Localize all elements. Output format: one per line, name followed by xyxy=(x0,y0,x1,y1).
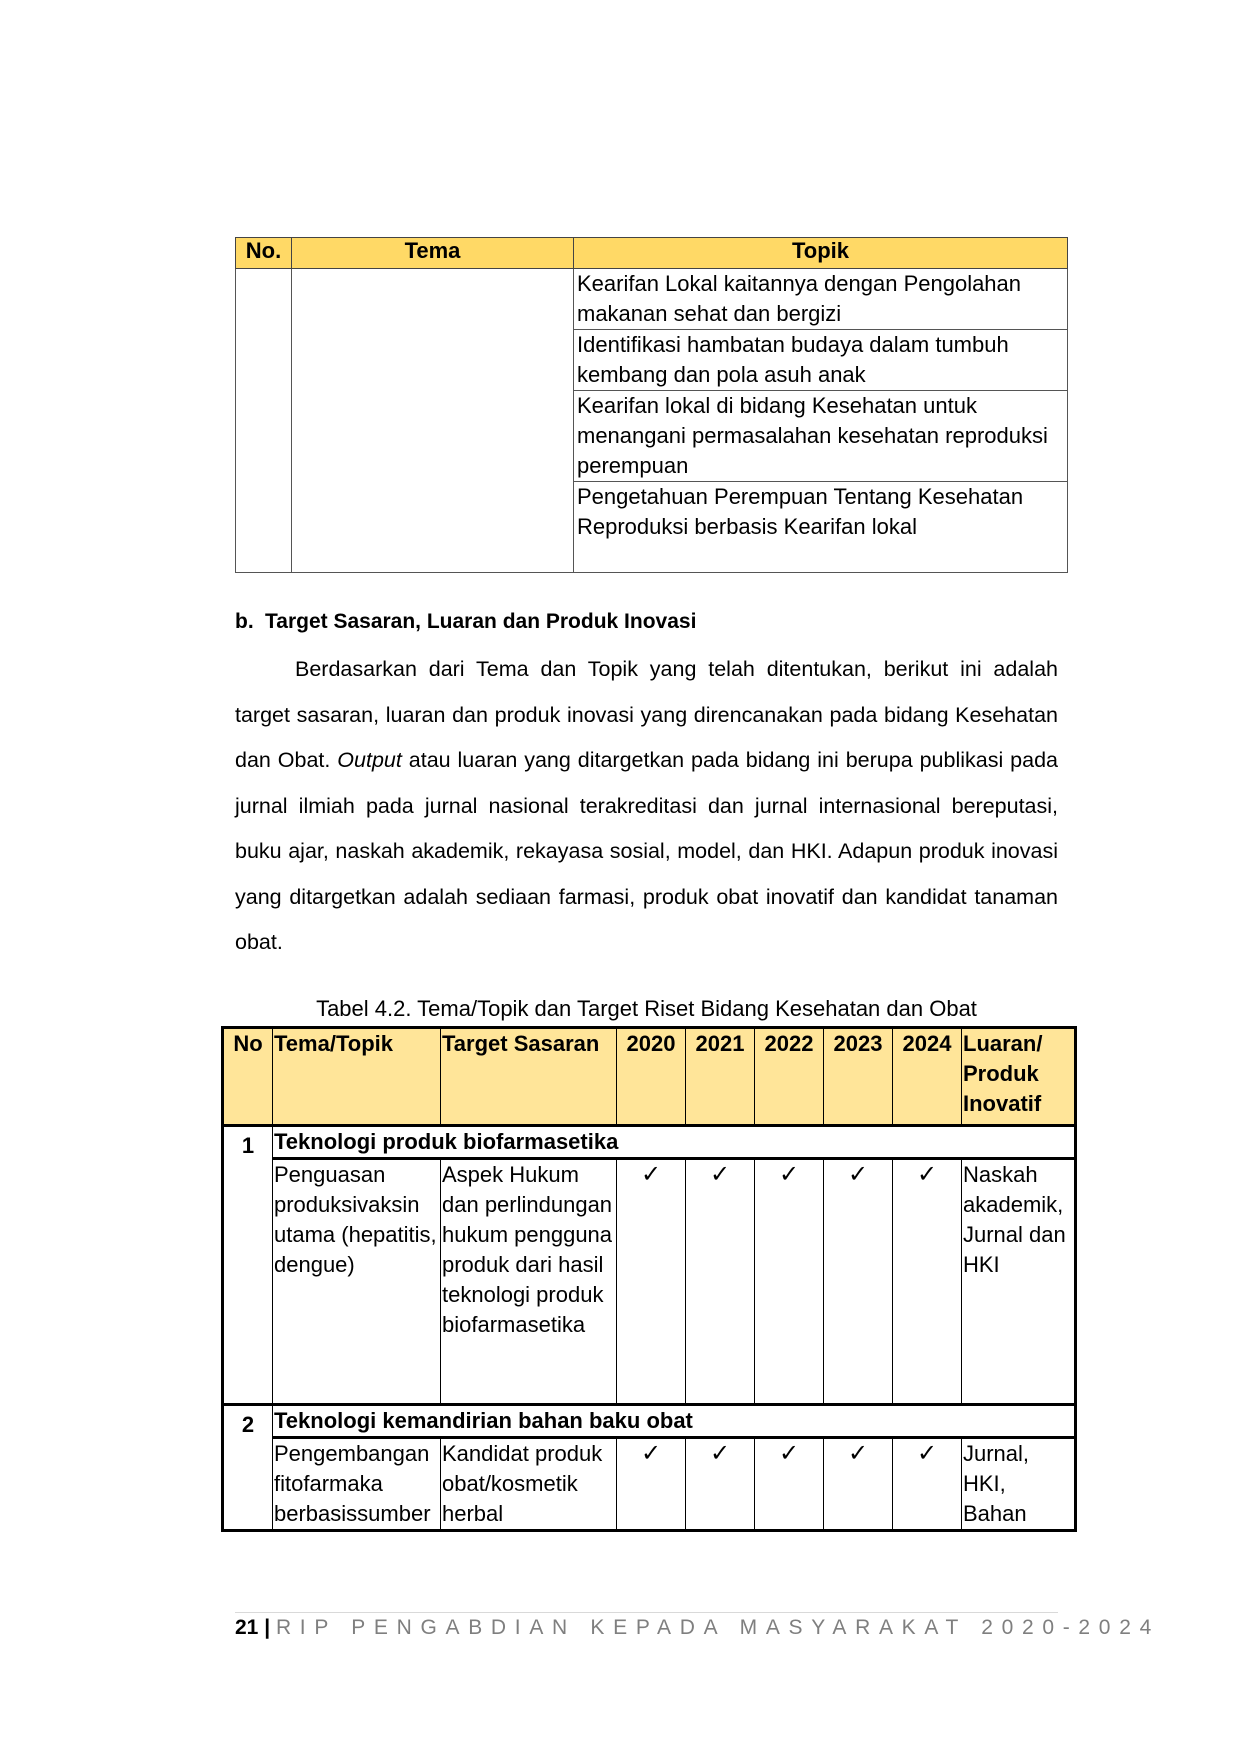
check-2023: ✓ xyxy=(824,1438,893,1531)
check-2021: ✓ xyxy=(686,1159,755,1405)
footer-title: RIP PENGABDIAN KEPADA MASYARAKAT 2020-2024 xyxy=(275,1616,1160,1639)
check-2024: ✓ xyxy=(893,1438,962,1531)
table-row xyxy=(236,269,1068,330)
paragraph-italic-term: Output xyxy=(337,748,402,772)
topic-cell: Kearifan Lokal kaitannya dengan Pengolahan makanan sehat dan bergizi xyxy=(574,269,1068,330)
table-row xyxy=(223,1159,1076,1405)
group-title: Teknologi kemandirian bahan baku obat xyxy=(273,1405,1076,1438)
research-table-header xyxy=(223,1028,1076,1126)
header-tema: Tema xyxy=(292,238,574,269)
group-number: 2 xyxy=(223,1405,273,1531)
check-2023: ✓ xyxy=(824,1159,893,1405)
topic-cell: Pengetahuan Perempuan Tentang Kesehatan Reproduksi berbasis Kearifan lokal xyxy=(574,482,1068,573)
check-2021: ✓ xyxy=(686,1438,755,1531)
check-2020: ✓ xyxy=(617,1438,686,1531)
research-target-table xyxy=(221,1026,1077,1532)
page-number: 21 xyxy=(235,1616,259,1639)
topics-table xyxy=(235,237,1068,573)
check-2022: ✓ xyxy=(755,1438,824,1531)
cell-no xyxy=(236,269,292,573)
target-cell: Aspek Hukum dan perlindungan hukum pengguna produk dari hasil teknologi produk biofarmasetika xyxy=(441,1159,617,1405)
topics-table-header xyxy=(236,238,1068,269)
footer-divider xyxy=(235,1612,1058,1613)
header-year-2021: 2021 xyxy=(686,1028,755,1126)
group-row xyxy=(223,1405,1076,1438)
section-heading xyxy=(235,610,696,634)
header-topik: Topik xyxy=(574,238,1068,269)
table-caption: Tabel 4.2. Tema/Topik dan Target Riset Bidang Kesehatan dan Obat xyxy=(316,996,977,1021)
topic-cell: Kearifan lokal di bidang Kesehatan untuk menangani permasalahan kesehatan reproduksi perempuan xyxy=(574,391,1068,482)
section-label: b. xyxy=(235,610,254,633)
page-footer xyxy=(235,1616,1160,1640)
topic-cell: Pengembangan fitofarmaka berbasissumber xyxy=(273,1438,441,1531)
header-target-sasaran: Target Sasaran xyxy=(441,1028,617,1126)
topic-cell: Penguasan produksivaksin utama (hepatitis, dengue) xyxy=(273,1159,441,1405)
header-no: No. xyxy=(236,238,292,269)
group-number: 1 xyxy=(223,1126,273,1405)
section-title: Target Sasaran, Luaran dan Produk Inovasi xyxy=(265,610,697,633)
target-cell: Kandidat produk obat/kosmetik herbal xyxy=(441,1438,617,1531)
table-row xyxy=(223,1438,1076,1531)
header-tema-topik: Tema/Topik xyxy=(273,1028,441,1126)
header-year-2023: 2023 xyxy=(824,1028,893,1126)
body-paragraph xyxy=(235,647,1058,966)
output-cell: Naskah akademik, Jurnal dan HKI xyxy=(962,1159,1076,1405)
group-title: Teknologi produk biofarmasetika xyxy=(273,1126,1076,1159)
header-year-2024: 2024 xyxy=(893,1028,962,1126)
paragraph-text: Berdasarkan dari Tema dan Topik yang telah ditentukan, berikut ini adalah target sasaran, luaran dan produk inovasi yang direncanakan pada bidang Kesehatan dan Obat. xyxy=(235,657,1058,772)
group-row xyxy=(223,1126,1076,1159)
header-no: No xyxy=(223,1028,273,1126)
paragraph-text: atau luaran yang ditargetkan pada bidang ini berupa publikasi pada jurnal ilmiah pada jurnal nasional terakreditasi dan jurnal internasional bereputasi, buku ajar, naskah akademik, rekayasa sosial, model, dan HKI. Adapun produk inovasi yang ditargetkan adalah sediaan farmasi, produk obat inovatif dan kandidat tanaman obat. xyxy=(235,748,1058,954)
header-year-2020: 2020 xyxy=(617,1028,686,1126)
output-cell: Jurnal, HKI, Bahan xyxy=(962,1438,1076,1531)
check-2020: ✓ xyxy=(617,1159,686,1405)
cell-tema xyxy=(292,269,574,573)
header-luaran: Luaran/ Produk Inovatif xyxy=(962,1028,1076,1126)
header-year-2022: 2022 xyxy=(755,1028,824,1126)
check-2022: ✓ xyxy=(755,1159,824,1405)
check-2024: ✓ xyxy=(893,1159,962,1405)
footer-separator: | xyxy=(264,1616,271,1639)
topic-cell: Identifikasi hambatan budaya dalam tumbuh kembang dan pola asuh anak xyxy=(574,330,1068,391)
